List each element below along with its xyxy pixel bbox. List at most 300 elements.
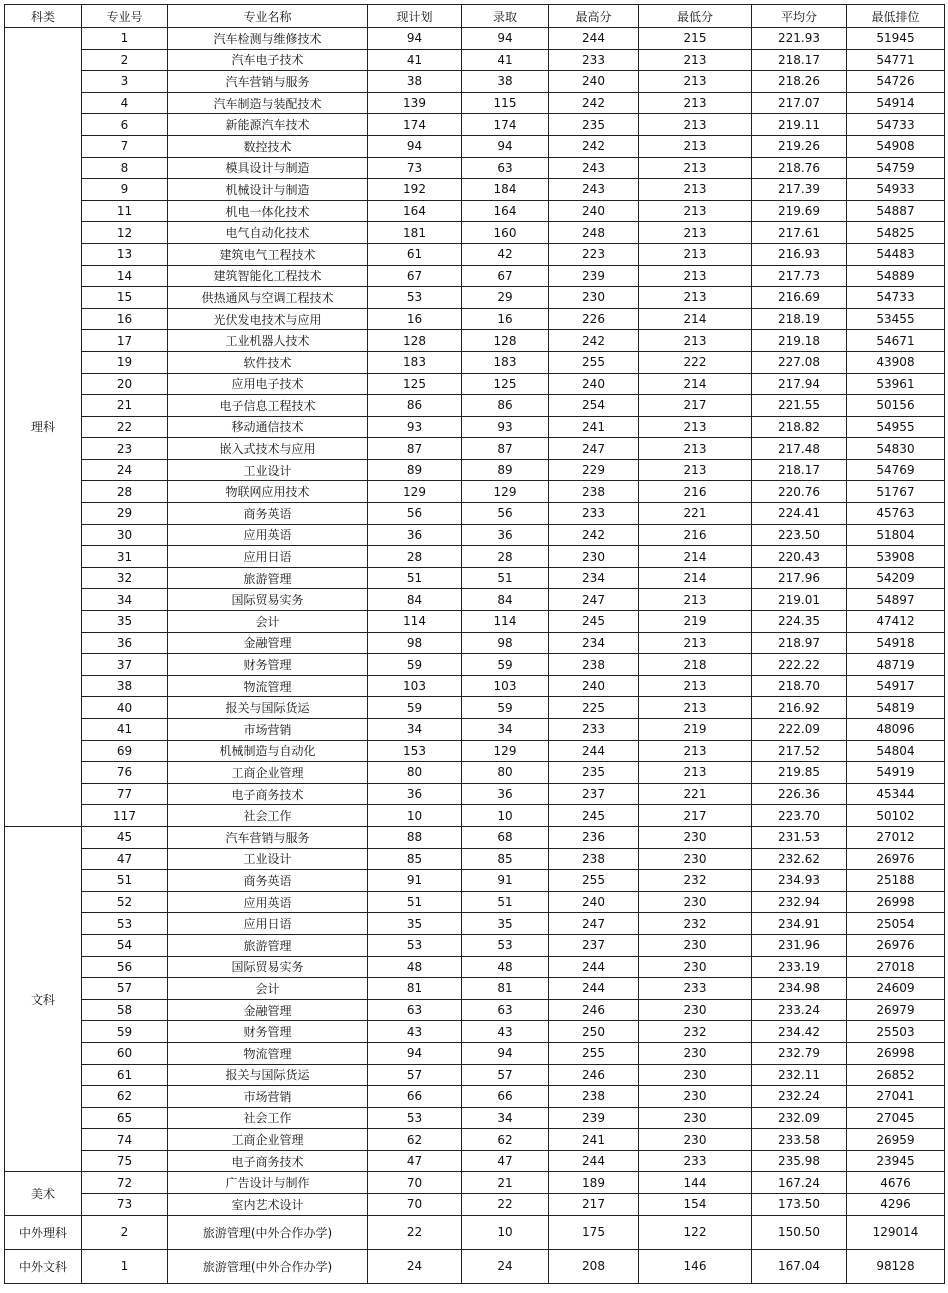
highest-score-cell: 254	[549, 395, 639, 417]
major-code-cell: 47	[82, 848, 168, 870]
lowest-score-cell: 233	[639, 1150, 752, 1172]
table-row	[5, 978, 945, 1000]
admitted-cell: 22	[462, 1194, 549, 1216]
lowest-score-cell: 213	[639, 157, 752, 179]
major-name-cell: 供热通风与空调工程技术	[168, 287, 368, 309]
admitted-cell: 63	[462, 999, 549, 1021]
table-row	[5, 1064, 945, 1086]
major-name-cell: 旅游管理	[168, 934, 368, 956]
major-code-cell: 32	[82, 567, 168, 589]
category-cell: 中外文科	[5, 1249, 82, 1283]
major-name-cell: 汽车制造与装配技术	[168, 92, 368, 114]
major-code-cell: 38	[82, 675, 168, 697]
lowest-rank-cell: 54889	[847, 265, 945, 287]
highest-score-cell: 242	[549, 92, 639, 114]
table-row	[5, 546, 945, 568]
major-name-cell: 汽车营销与服务	[168, 826, 368, 848]
table-row	[5, 1172, 945, 1194]
admitted-cell: 57	[462, 1064, 549, 1086]
average-score-cell: 220.76	[752, 481, 847, 503]
table-row	[5, 524, 945, 546]
major-name-cell: 旅游管理	[168, 567, 368, 589]
lowest-score-cell: 144	[639, 1172, 752, 1194]
admitted-cell: 51	[462, 567, 549, 589]
highest-score-cell: 233	[549, 503, 639, 525]
header-current-plan: 现计划	[368, 5, 462, 28]
lowest-rank-cell: 54726	[847, 71, 945, 93]
major-code-cell: 16	[82, 308, 168, 330]
table-row	[5, 805, 945, 827]
table-row	[5, 459, 945, 481]
major-code-cell: 77	[82, 783, 168, 805]
admitted-cell: 36	[462, 783, 549, 805]
lowest-rank-cell: 53961	[847, 373, 945, 395]
highest-score-cell: 247	[549, 589, 639, 611]
major-name-cell: 旅游管理(中外合作办学)	[168, 1215, 368, 1249]
highest-score-cell: 230	[549, 287, 639, 309]
current-plan-cell: 35	[368, 913, 462, 935]
lowest-rank-cell: 25188	[847, 870, 945, 892]
major-code-cell: 8	[82, 157, 168, 179]
lowest-rank-cell: 27012	[847, 826, 945, 848]
major-code-cell: 74	[82, 1129, 168, 1151]
lowest-score-cell: 230	[639, 934, 752, 956]
lowest-rank-cell: 54914	[847, 92, 945, 114]
highest-score-cell: 245	[549, 611, 639, 633]
lowest-score-cell: 213	[639, 697, 752, 719]
major-name-cell: 社会工作	[168, 805, 368, 827]
current-plan-cell: 53	[368, 934, 462, 956]
major-code-cell: 60	[82, 1042, 168, 1064]
major-code-cell: 24	[82, 459, 168, 481]
table-row	[5, 740, 945, 762]
lowest-rank-cell: 48096	[847, 719, 945, 741]
admitted-cell: 29	[462, 287, 549, 309]
lowest-rank-cell: 27018	[847, 956, 945, 978]
admitted-cell: 59	[462, 697, 549, 719]
current-plan-cell: 41	[368, 49, 462, 71]
highest-score-cell: 229	[549, 459, 639, 481]
highest-score-cell: 208	[549, 1249, 639, 1283]
header-major-code: 专业号	[82, 5, 168, 28]
lowest-rank-cell: 54897	[847, 589, 945, 611]
major-name-cell: 工业机器人技术	[168, 330, 368, 352]
current-plan-cell: 36	[368, 524, 462, 546]
table-row	[5, 1194, 945, 1216]
table-row	[5, 265, 945, 287]
table-row	[5, 287, 945, 309]
table-row	[5, 697, 945, 719]
header-major-name: 专业名称	[168, 5, 368, 28]
major-code-cell: 17	[82, 330, 168, 352]
current-plan-cell: 183	[368, 351, 462, 373]
lowest-score-cell: 213	[639, 71, 752, 93]
average-score-cell: 221.55	[752, 395, 847, 417]
major-name-cell: 应用日语	[168, 913, 368, 935]
major-code-cell: 34	[82, 589, 168, 611]
major-code-cell: 19	[82, 351, 168, 373]
current-plan-cell: 80	[368, 762, 462, 784]
admitted-cell: 24	[462, 1249, 549, 1283]
table-row	[5, 719, 945, 741]
current-plan-cell: 73	[368, 157, 462, 179]
major-code-cell: 37	[82, 654, 168, 676]
major-name-cell: 物流管理	[168, 675, 368, 697]
major-code-cell: 15	[82, 287, 168, 309]
highest-score-cell: 242	[549, 330, 639, 352]
average-score-cell: 218.70	[752, 675, 847, 697]
table-row	[5, 373, 945, 395]
lowest-rank-cell: 54825	[847, 222, 945, 244]
lowest-score-cell: 218	[639, 654, 752, 676]
lowest-score-cell: 230	[639, 999, 752, 1021]
major-code-cell: 14	[82, 265, 168, 287]
admitted-cell: 59	[462, 654, 549, 676]
table-row	[5, 438, 945, 460]
major-code-cell: 53	[82, 913, 168, 935]
lowest-score-cell: 219	[639, 719, 752, 741]
major-code-cell: 6	[82, 114, 168, 136]
admitted-cell: 85	[462, 848, 549, 870]
average-score-cell: 233.19	[752, 956, 847, 978]
current-plan-cell: 70	[368, 1194, 462, 1216]
major-code-cell: 65	[82, 1107, 168, 1129]
lowest-score-cell: 214	[639, 567, 752, 589]
lowest-score-cell: 230	[639, 891, 752, 913]
admitted-cell: 47	[462, 1150, 549, 1172]
table-row	[5, 848, 945, 870]
lowest-rank-cell: 48719	[847, 654, 945, 676]
lowest-rank-cell: 54933	[847, 179, 945, 201]
current-plan-cell: 88	[368, 826, 462, 848]
lowest-score-cell: 213	[639, 589, 752, 611]
major-name-cell: 应用日语	[168, 546, 368, 568]
lowest-rank-cell: 54671	[847, 330, 945, 352]
major-code-cell: 72	[82, 1172, 168, 1194]
table-row	[5, 308, 945, 330]
lowest-rank-cell: 51804	[847, 524, 945, 546]
lowest-score-cell: 232	[639, 870, 752, 892]
lowest-score-cell: 230	[639, 1064, 752, 1086]
lowest-score-cell: 217	[639, 805, 752, 827]
lowest-rank-cell: 54759	[847, 157, 945, 179]
lowest-score-cell: 221	[639, 503, 752, 525]
major-name-cell: 室内艺术设计	[168, 1194, 368, 1216]
highest-score-cell: 239	[549, 265, 639, 287]
highest-score-cell: 237	[549, 783, 639, 805]
average-score-cell: 219.26	[752, 135, 847, 157]
header-average-score: 平均分	[752, 5, 847, 28]
lowest-rank-cell: 54733	[847, 287, 945, 309]
table-row	[5, 243, 945, 265]
major-name-cell: 汽车营销与服务	[168, 71, 368, 93]
lowest-score-cell: 213	[639, 740, 752, 762]
current-plan-cell: 16	[368, 308, 462, 330]
average-score-cell: 232.24	[752, 1086, 847, 1108]
lowest-score-cell: 216	[639, 481, 752, 503]
admitted-cell: 43	[462, 1021, 549, 1043]
lowest-score-cell: 222	[639, 351, 752, 373]
lowest-score-cell: 232	[639, 913, 752, 935]
table-row	[5, 1150, 945, 1172]
lowest-score-cell: 213	[639, 438, 752, 460]
admitted-cell: 42	[462, 243, 549, 265]
lowest-rank-cell: 26959	[847, 1129, 945, 1151]
lowest-rank-cell: 23945	[847, 1150, 945, 1172]
average-score-cell: 217.07	[752, 92, 847, 114]
current-plan-cell: 94	[368, 1042, 462, 1064]
highest-score-cell: 240	[549, 71, 639, 93]
average-score-cell: 216.93	[752, 243, 847, 265]
admitted-cell: 86	[462, 395, 549, 417]
table-row	[5, 49, 945, 71]
lowest-score-cell: 213	[639, 200, 752, 222]
lowest-rank-cell: 4676	[847, 1172, 945, 1194]
admitted-cell: 87	[462, 438, 549, 460]
major-code-cell: 23	[82, 438, 168, 460]
current-plan-cell: 89	[368, 459, 462, 481]
current-plan-cell: 62	[368, 1129, 462, 1151]
lowest-rank-cell: 27045	[847, 1107, 945, 1129]
highest-score-cell: 250	[549, 1021, 639, 1043]
major-name-cell: 机电一体化技术	[168, 200, 368, 222]
lowest-score-cell: 232	[639, 1021, 752, 1043]
current-plan-cell: 86	[368, 395, 462, 417]
highest-score-cell: 244	[549, 740, 639, 762]
major-code-cell: 13	[82, 243, 168, 265]
major-code-cell: 45	[82, 826, 168, 848]
average-score-cell: 217.48	[752, 438, 847, 460]
lowest-score-cell: 219	[639, 611, 752, 633]
major-name-cell: 工商企业管理	[168, 1129, 368, 1151]
lowest-score-cell: 213	[639, 135, 752, 157]
lowest-rank-cell: 54769	[847, 459, 945, 481]
average-score-cell: 235.98	[752, 1150, 847, 1172]
major-code-cell: 41	[82, 719, 168, 741]
highest-score-cell: 245	[549, 805, 639, 827]
lowest-score-cell: 230	[639, 1129, 752, 1151]
table-row	[5, 416, 945, 438]
lowest-score-cell: 230	[639, 826, 752, 848]
major-name-cell: 市场营销	[168, 719, 368, 741]
admitted-cell: 98	[462, 632, 549, 654]
admitted-cell: 89	[462, 459, 549, 481]
lowest-rank-cell: 54919	[847, 762, 945, 784]
average-score-cell: 234.98	[752, 978, 847, 1000]
lowest-rank-cell: 53455	[847, 308, 945, 330]
major-name-cell: 报关与国际货运	[168, 1064, 368, 1086]
admitted-cell: 160	[462, 222, 549, 244]
current-plan-cell: 114	[368, 611, 462, 633]
major-name-cell: 金融管理	[168, 999, 368, 1021]
lowest-rank-cell: 51945	[847, 28, 945, 50]
highest-score-cell: 240	[549, 200, 639, 222]
highest-score-cell: 189	[549, 1172, 639, 1194]
current-plan-cell: 139	[368, 92, 462, 114]
average-score-cell: 222.09	[752, 719, 847, 741]
highest-score-cell: 238	[549, 848, 639, 870]
major-code-cell: 9	[82, 179, 168, 201]
major-code-cell: 1	[82, 1249, 168, 1283]
lowest-rank-cell: 51767	[847, 481, 945, 503]
lowest-rank-cell: 26976	[847, 934, 945, 956]
highest-score-cell: 230	[549, 546, 639, 568]
lowest-rank-cell: 54908	[847, 135, 945, 157]
current-plan-cell: 87	[368, 438, 462, 460]
current-plan-cell: 59	[368, 654, 462, 676]
lowest-rank-cell: 54819	[847, 697, 945, 719]
highest-score-cell: 243	[549, 179, 639, 201]
lowest-rank-cell: 54917	[847, 675, 945, 697]
lowest-score-cell: 214	[639, 308, 752, 330]
admitted-cell: 183	[462, 351, 549, 373]
highest-score-cell: 236	[549, 826, 639, 848]
table-row	[5, 135, 945, 157]
header-admitted: 录取	[462, 5, 549, 28]
lowest-rank-cell: 26998	[847, 1042, 945, 1064]
average-score-cell: 232.79	[752, 1042, 847, 1064]
table-row	[5, 1021, 945, 1043]
major-code-cell: 35	[82, 611, 168, 633]
major-name-cell: 移动通信技术	[168, 416, 368, 438]
current-plan-cell: 67	[368, 265, 462, 287]
lowest-rank-cell: 4296	[847, 1194, 945, 1216]
average-score-cell: 234.93	[752, 870, 847, 892]
current-plan-cell: 61	[368, 243, 462, 265]
highest-score-cell: 238	[549, 1086, 639, 1108]
lowest-score-cell: 230	[639, 1042, 752, 1064]
table-row	[5, 826, 945, 848]
major-code-cell: 2	[82, 49, 168, 71]
admitted-cell: 129	[462, 481, 549, 503]
current-plan-cell: 98	[368, 632, 462, 654]
major-name-cell: 电气自动化技术	[168, 222, 368, 244]
highest-score-cell: 234	[549, 567, 639, 589]
lowest-rank-cell: 26998	[847, 891, 945, 913]
major-name-cell: 金融管理	[168, 632, 368, 654]
lowest-rank-cell: 50102	[847, 805, 945, 827]
lowest-score-cell: 215	[639, 28, 752, 50]
highest-score-cell: 242	[549, 135, 639, 157]
average-score-cell: 218.26	[752, 71, 847, 93]
major-name-cell: 工业设计	[168, 848, 368, 870]
average-score-cell: 217.96	[752, 567, 847, 589]
current-plan-cell: 38	[368, 71, 462, 93]
lowest-score-cell: 221	[639, 783, 752, 805]
lowest-score-cell: 230	[639, 1107, 752, 1129]
average-score-cell: 226.36	[752, 783, 847, 805]
lowest-score-cell: 154	[639, 1194, 752, 1216]
major-code-cell: 75	[82, 1150, 168, 1172]
lowest-rank-cell: 98128	[847, 1249, 945, 1283]
table-row	[5, 783, 945, 805]
average-score-cell: 218.19	[752, 308, 847, 330]
highest-score-cell: 244	[549, 1150, 639, 1172]
major-name-cell: 数控技术	[168, 135, 368, 157]
average-score-cell: 218.97	[752, 632, 847, 654]
table-row	[5, 222, 945, 244]
lowest-score-cell: 213	[639, 416, 752, 438]
major-name-cell: 模具设计与制造	[168, 157, 368, 179]
highest-score-cell: 233	[549, 49, 639, 71]
highest-score-cell: 255	[549, 351, 639, 373]
highest-score-cell: 239	[549, 1107, 639, 1129]
major-name-cell: 建筑电气工程技术	[168, 243, 368, 265]
major-name-cell: 市场营销	[168, 1086, 368, 1108]
current-plan-cell: 94	[368, 28, 462, 50]
average-score-cell: 219.85	[752, 762, 847, 784]
lowest-score-cell: 230	[639, 848, 752, 870]
major-name-cell: 汽车电子技术	[168, 49, 368, 71]
lowest-score-cell: 213	[639, 632, 752, 654]
current-plan-cell: 164	[368, 200, 462, 222]
current-plan-cell: 48	[368, 956, 462, 978]
average-score-cell: 222.22	[752, 654, 847, 676]
average-score-cell: 217.52	[752, 740, 847, 762]
current-plan-cell: 56	[368, 503, 462, 525]
major-code-cell: 20	[82, 373, 168, 395]
major-name-cell: 工商企业管理	[168, 762, 368, 784]
lowest-rank-cell: 27041	[847, 1086, 945, 1108]
lowest-score-cell: 213	[639, 762, 752, 784]
admitted-cell: 21	[462, 1172, 549, 1194]
lowest-score-cell: 122	[639, 1215, 752, 1249]
highest-score-cell: 241	[549, 1129, 639, 1151]
highest-score-cell: 225	[549, 697, 639, 719]
lowest-score-cell: 213	[639, 287, 752, 309]
major-code-cell: 117	[82, 805, 168, 827]
major-code-cell: 28	[82, 481, 168, 503]
admitted-cell: 94	[462, 135, 549, 157]
highest-score-cell: 238	[549, 654, 639, 676]
major-name-cell: 商务英语	[168, 503, 368, 525]
highest-score-cell: 243	[549, 157, 639, 179]
admitted-cell: 10	[462, 1215, 549, 1249]
highest-score-cell: 255	[549, 870, 639, 892]
current-plan-cell: 93	[368, 416, 462, 438]
header-highest-score: 最高分	[549, 5, 639, 28]
current-plan-cell: 51	[368, 891, 462, 913]
major-name-cell: 汽车检测与维修技术	[168, 28, 368, 50]
lowest-rank-cell: 47412	[847, 611, 945, 633]
header-lowest-score: 最低分	[639, 5, 752, 28]
lowest-score-cell: 233	[639, 978, 752, 1000]
major-code-cell: 3	[82, 71, 168, 93]
admitted-cell: 115	[462, 92, 549, 114]
current-plan-cell: 153	[368, 740, 462, 762]
average-score-cell: 231.96	[752, 934, 847, 956]
average-score-cell: 219.11	[752, 114, 847, 136]
average-score-cell: 232.11	[752, 1064, 847, 1086]
lowest-rank-cell: 45763	[847, 503, 945, 525]
admitted-cell: 28	[462, 546, 549, 568]
major-code-cell: 59	[82, 1021, 168, 1043]
lowest-score-cell: 213	[639, 92, 752, 114]
admitted-cell: 16	[462, 308, 549, 330]
average-score-cell: 223.50	[752, 524, 847, 546]
lowest-rank-cell: 25054	[847, 913, 945, 935]
highest-score-cell: 240	[549, 373, 639, 395]
major-name-cell: 财务管理	[168, 654, 368, 676]
average-score-cell: 232.09	[752, 1107, 847, 1129]
admitted-cell: 184	[462, 179, 549, 201]
highest-score-cell: 240	[549, 675, 639, 697]
highest-score-cell: 237	[549, 934, 639, 956]
table-row	[5, 1215, 945, 1249]
major-name-cell: 光伏发电技术与应用	[168, 308, 368, 330]
highest-score-cell: 255	[549, 1042, 639, 1064]
average-score-cell: 217.61	[752, 222, 847, 244]
